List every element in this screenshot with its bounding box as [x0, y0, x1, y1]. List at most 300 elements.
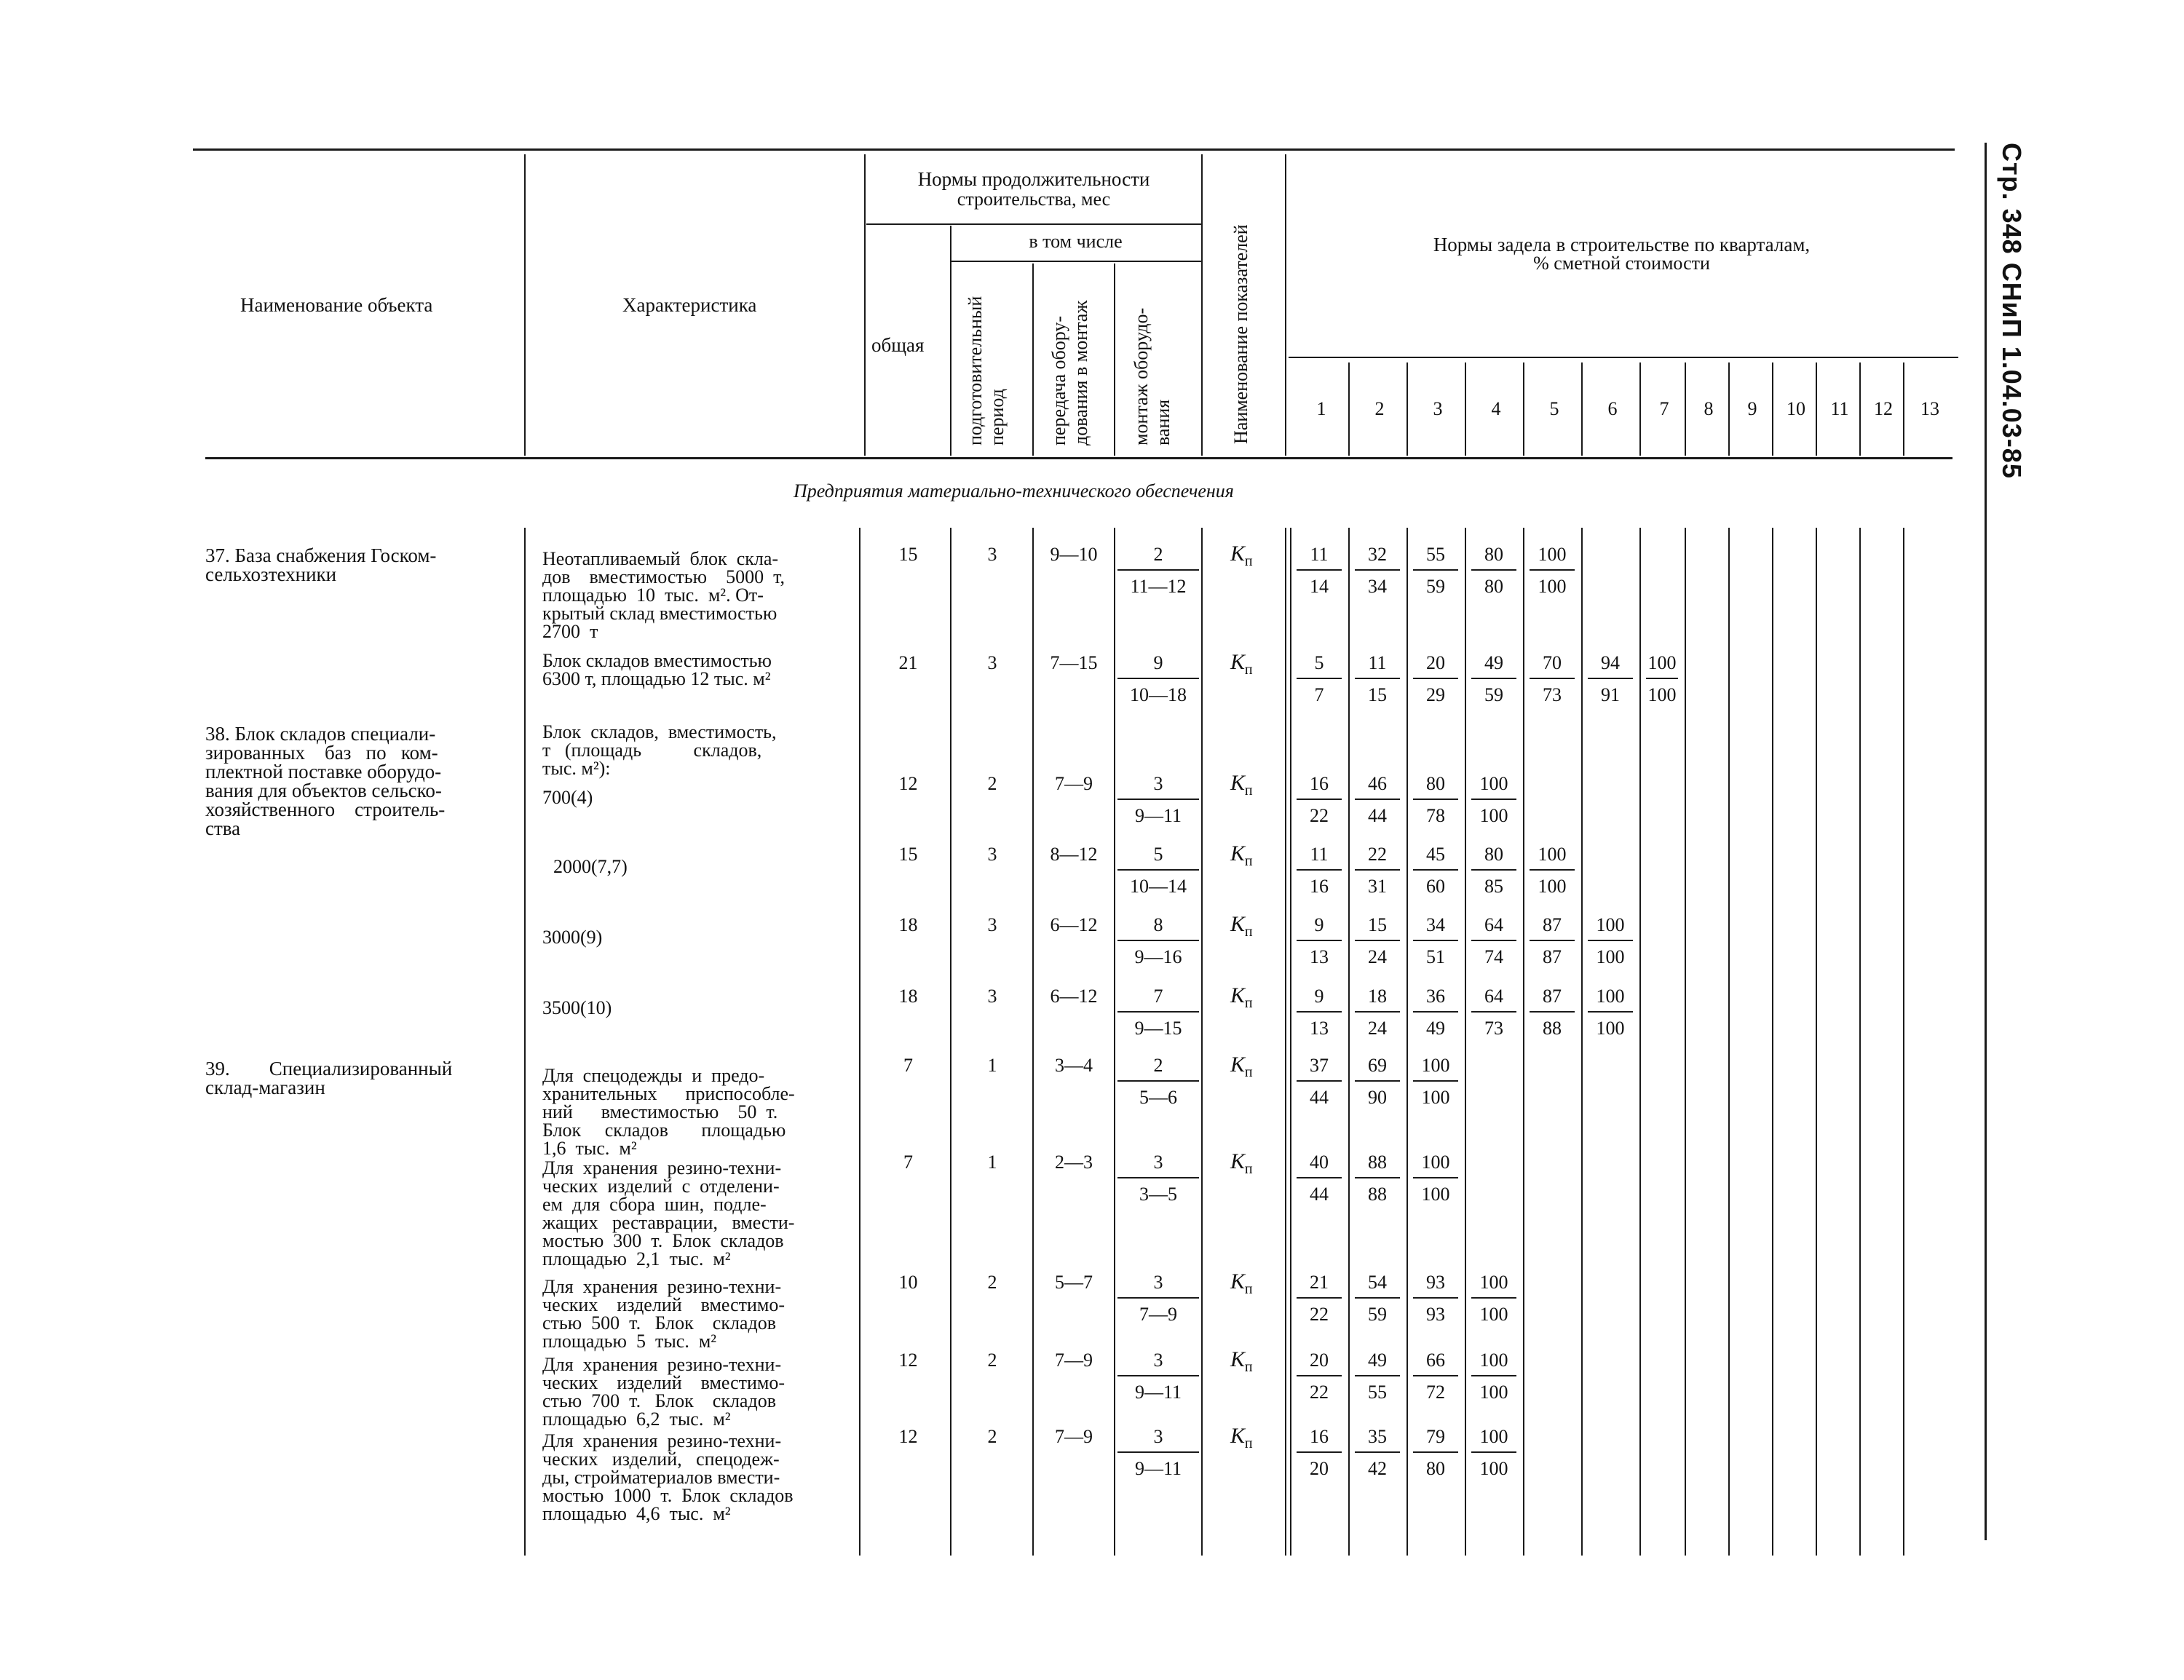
indicator-kp — [1230, 1347, 1253, 1376]
backlog-bottom-value: 34 — [1368, 576, 1387, 597]
indicator-subscript: п — [1244, 924, 1253, 940]
installation-fraction — [1117, 1427, 1199, 1479]
backlog-bottom-value: 14 — [1310, 576, 1329, 597]
duration-transfer: 2—3 — [1055, 1152, 1093, 1173]
backlog-cell-q1 — [1297, 774, 1342, 826]
duration-total: 21 — [898, 652, 918, 673]
quarters-rule — [1289, 357, 1958, 358]
quarter-header-divider — [1465, 362, 1466, 456]
row-characteristic: Для хранения резино-техни- ческих изделий с отделени- ем для сбора шин, подле- жащих реставрации, вмести- мостью 300 т. Блок складов площадью 2,1 тыс. м² — [542, 1157, 795, 1269]
backlog-cell-q2 — [1355, 1350, 1400, 1403]
backlog-cell-q6 — [1588, 653, 1633, 705]
backlog-top-value: 32 — [1355, 544, 1400, 571]
backlog-bottom-value: 87 — [1543, 946, 1562, 967]
body-col-divider — [950, 528, 951, 1556]
backlog-cell-q2 — [1355, 844, 1400, 897]
quarter-header-divider — [1728, 362, 1730, 456]
backlog-cell-q5 — [1530, 915, 1575, 967]
backlog-top-value: 11 — [1297, 844, 1342, 871]
row-characteristic: Неотапливаемый блок скла- дов вместимостью 5000 т, площадью 10 тыс. м². От- крытый склад вместимостью 2700 т — [542, 548, 785, 642]
duration-prep-period: 1 — [987, 1055, 997, 1076]
row-characteristic: Для хранения резино-техни- ческих изделий вместимо- стью 700 т. Блок складов площадью 6,2 тыс. м² — [542, 1354, 786, 1430]
indicator-kp — [1230, 650, 1253, 678]
backlog-bottom-value: 51 — [1426, 946, 1445, 967]
installation-value: 2 — [1117, 1055, 1199, 1082]
installation-period: 5—6 — [1139, 1087, 1177, 1108]
quarter-header-divider — [1348, 362, 1350, 456]
duration-subheader-rule — [866, 223, 1201, 225]
backlog-top-value: 88 — [1355, 1152, 1400, 1178]
table-top-rule — [193, 148, 1955, 151]
quarter-header-1: 1 — [1316, 398, 1326, 419]
quarter-body-divider — [1406, 528, 1408, 1556]
backlog-top-value: 70 — [1530, 653, 1575, 679]
page-right-border — [1985, 143, 1987, 1540]
backlog-top-value: 36 — [1413, 986, 1458, 1013]
installation-fraction — [1117, 1055, 1199, 1108]
backlog-top-value: 100 — [1471, 1272, 1516, 1299]
backlog-top-value: 5 — [1297, 653, 1342, 679]
duration-total: 7 — [903, 1055, 913, 1076]
duration-total: 15 — [898, 544, 918, 565]
indicator-symbol: К — [1230, 1149, 1245, 1173]
backlog-top-value: 100 — [1471, 1350, 1516, 1376]
backlog-bottom-value: 88 — [1543, 1018, 1562, 1039]
col-divider — [1032, 264, 1034, 456]
backlog-bottom-value: 44 — [1310, 1184, 1329, 1205]
installation-fraction — [1117, 774, 1199, 826]
backlog-cell-q2 — [1355, 653, 1400, 705]
backlog-bottom-value: 90 — [1368, 1087, 1387, 1108]
backlog-bottom-value: 29 — [1426, 684, 1445, 705]
col-divider — [524, 154, 526, 456]
indicator-subscript: п — [1244, 1435, 1253, 1451]
indicator-symbol: К — [1230, 1424, 1245, 1448]
installation-value: 9 — [1117, 653, 1199, 679]
quarter-header-divider — [1523, 362, 1524, 456]
quarter-body-divider — [1685, 528, 1686, 1556]
backlog-top-value: 34 — [1413, 915, 1458, 941]
installation-value: 3 — [1117, 1152, 1199, 1178]
col-divider — [1201, 154, 1203, 456]
row-characteristic: Для хранения резино-техни- ческих изделий, спецодеж- ды, стройматериалов вмести- мостью 1000 т. Блок складов площадью 4,6 тыс. м² — [542, 1430, 794, 1524]
backlog-top-value: 21 — [1297, 1272, 1342, 1299]
backlog-bottom-value: 85 — [1484, 876, 1503, 897]
backlog-cell-q1 — [1297, 544, 1342, 597]
backlog-cell-q1 — [1297, 653, 1342, 705]
backlog-top-value: 64 — [1471, 915, 1516, 941]
backlog-top-value: 20 — [1297, 1350, 1342, 1376]
quarter-body-divider — [1523, 528, 1524, 1556]
backlog-top-value: 49 — [1355, 1350, 1400, 1376]
quarter-body-divider — [1465, 528, 1466, 1556]
backlog-cell-q4 — [1471, 774, 1516, 826]
header-transfer: передача обору- дования в монтаж — [1048, 300, 1091, 445]
backlog-top-value: 80 — [1471, 544, 1516, 571]
backlog-cell-q4 — [1471, 544, 1516, 597]
backlog-bottom-value: 88 — [1368, 1184, 1387, 1205]
backlog-cell-q4 — [1471, 1272, 1516, 1325]
indicator-subscript: п — [1244, 662, 1253, 678]
installation-period: 10—14 — [1130, 876, 1187, 897]
installation-value: 7 — [1117, 986, 1199, 1013]
col-divider — [1114, 264, 1115, 456]
backlog-top-value: 46 — [1355, 774, 1400, 800]
backlog-top-value: 100 — [1530, 844, 1575, 871]
quarter-header-6: 6 — [1607, 398, 1618, 419]
indicator-kp — [1230, 1269, 1253, 1298]
indicator-subscript: п — [1244, 1359, 1253, 1375]
backlog-bottom-value: 13 — [1310, 946, 1329, 967]
body-col-divider — [1285, 528, 1286, 1556]
header-bottom-rule — [205, 457, 1952, 459]
backlog-top-value: 80 — [1413, 774, 1458, 800]
header-characteristic: Характеристика — [622, 294, 757, 316]
backlog-bottom-value: 24 — [1368, 1018, 1387, 1039]
backlog-top-value: 100 — [1530, 544, 1575, 571]
duration-total: 12 — [898, 1426, 918, 1447]
backlog-cell-q3 — [1413, 1350, 1458, 1403]
duration-transfer: 9—10 — [1050, 544, 1098, 565]
backlog-cell-q3 — [1413, 986, 1458, 1039]
backlog-cell-q6 — [1588, 986, 1633, 1039]
backlog-cell-q5 — [1530, 544, 1575, 597]
indicator-kp — [1230, 1053, 1253, 1081]
quarter-body-divider — [1903, 528, 1904, 1556]
quarter-body-divider — [1859, 528, 1861, 1556]
backlog-top-value: 16 — [1297, 1427, 1342, 1453]
row-characteristic: Для спецодежды и предо- хранительных приспособле- ний вместимостью 50 т. Блок складов площадью 1,6 тыс. м² — [542, 1065, 795, 1159]
installation-fraction — [1117, 1152, 1199, 1205]
backlog-top-value: 20 — [1413, 653, 1458, 679]
backlog-bottom-value: 100 — [1538, 576, 1567, 597]
quarter-header-2: 2 — [1374, 398, 1385, 419]
indicator-symbol: К — [1230, 1347, 1245, 1371]
indicator-symbol: К — [1230, 1269, 1245, 1293]
quarter-header-divider — [1903, 362, 1904, 456]
backlog-bottom-value: 100 — [1479, 1304, 1508, 1325]
backlog-bottom-value: 22 — [1310, 805, 1329, 826]
indicator-subscript: п — [1244, 1064, 1253, 1080]
backlog-top-value: 100 — [1588, 915, 1633, 941]
backlog-bottom-value: 78 — [1426, 805, 1445, 826]
backlog-bottom-value: 15 — [1368, 684, 1387, 705]
installation-period: 9—15 — [1134, 1018, 1182, 1039]
backlog-bottom-value: 100 — [1479, 1382, 1508, 1403]
duration-total: 15 — [898, 844, 918, 865]
backlog-bottom-value: 100 — [1596, 946, 1625, 967]
indicator-kp — [1230, 542, 1253, 570]
backlog-bottom-value: 91 — [1601, 684, 1620, 705]
quarter-body-divider — [1639, 528, 1641, 1556]
installation-period: 10—18 — [1130, 684, 1187, 705]
backlog-cell-q5 — [1530, 986, 1575, 1039]
including-rule — [950, 261, 1201, 262]
object-name-39: 39. Специализированный склад-магазин — [205, 1058, 453, 1098]
indicator-symbol: К — [1230, 1053, 1245, 1077]
backlog-cell-q3 — [1413, 544, 1458, 597]
quarter-header-divider — [1685, 362, 1686, 456]
quarter-header-3: 3 — [1433, 398, 1443, 419]
duration-total: 12 — [898, 1350, 918, 1371]
duration-prep-period: 1 — [987, 1152, 997, 1173]
backlog-top-value: 54 — [1355, 1272, 1400, 1299]
installation-period: 9—11 — [1134, 805, 1182, 826]
backlog-top-value: 94 — [1588, 653, 1633, 679]
backlog-top-value: 11 — [1297, 544, 1342, 571]
backlog-cell-q1 — [1297, 1055, 1342, 1108]
installation-fraction — [1117, 653, 1199, 705]
quarter-header-10: 10 — [1787, 398, 1805, 419]
backlog-cell-q7 — [1646, 653, 1678, 705]
duration-total: 18 — [898, 914, 918, 935]
backlog-top-value: 22 — [1355, 844, 1400, 871]
backlog-cell-q5 — [1530, 844, 1575, 897]
installation-value: 3 — [1117, 1272, 1199, 1299]
backlog-bottom-value: 100 — [1647, 684, 1677, 705]
backlog-top-value: 100 — [1646, 653, 1678, 679]
quarter-body-divider — [1348, 528, 1350, 1556]
duration-prep-period: 3 — [987, 914, 997, 935]
installation-value: 3 — [1117, 1427, 1199, 1453]
backlog-top-value: 100 — [1413, 1152, 1458, 1178]
duration-transfer: 7—15 — [1050, 652, 1098, 673]
header-backlog-norms: Нормы задела в строительстве по кварталам, — [1433, 234, 1811, 255]
backlog-bottom-value: 59 — [1368, 1304, 1387, 1325]
quarter-header-5: 5 — [1549, 398, 1559, 419]
backlog-cell-q1 — [1297, 1427, 1342, 1479]
indicator-subscript: п — [1244, 853, 1253, 869]
backlog-top-value: 69 — [1355, 1055, 1400, 1082]
page-side-title: Стр. 348 СНиП 1.04.03-85 — [1997, 143, 2027, 479]
duration-transfer: 7—9 — [1055, 1426, 1093, 1447]
quarter-header-divider — [1581, 362, 1583, 456]
backlog-top-value: 80 — [1471, 844, 1516, 871]
indicator-kp — [1230, 1149, 1253, 1178]
quarter-body-divider — [1772, 528, 1773, 1556]
backlog-bottom-value: 73 — [1543, 684, 1562, 705]
col-divider — [864, 154, 866, 456]
backlog-cell-q3 — [1413, 774, 1458, 826]
installation-fraction — [1117, 544, 1199, 597]
backlog-bottom-value: 44 — [1310, 1087, 1329, 1108]
quarter-header-4: 4 — [1491, 398, 1501, 419]
quarter-header-divider — [1816, 362, 1817, 456]
col-divider — [950, 226, 951, 456]
installation-period: 11—12 — [1130, 576, 1187, 597]
backlog-bottom-value: 42 — [1368, 1458, 1387, 1479]
installation-value: 5 — [1117, 844, 1199, 871]
quarter-body-divider — [1581, 528, 1583, 1556]
row-characteristic: Для хранения резино-техни- ческих изделий вместимо- стью 500 т. Блок складов площадью 5 тыс. м² — [542, 1276, 786, 1352]
backlog-bottom-value: 49 — [1426, 1018, 1445, 1039]
backlog-top-value: 55 — [1413, 544, 1458, 571]
header-indicator: Наименование показателей — [1230, 224, 1251, 444]
backlog-bottom-value: 13 — [1310, 1018, 1329, 1039]
backlog-top-value: 35 — [1355, 1427, 1400, 1453]
quarter-header-8: 8 — [1704, 398, 1714, 419]
backlog-cell-q1 — [1297, 915, 1342, 967]
indicator-subscript: п — [1244, 1161, 1253, 1177]
body-col-divider — [524, 528, 526, 1556]
duration-transfer: 7—9 — [1055, 1350, 1093, 1371]
duration-transfer: 8—12 — [1050, 844, 1098, 865]
backlog-top-value: 11 — [1355, 653, 1400, 679]
backlog-top-value: 16 — [1297, 774, 1342, 800]
installation-fraction — [1117, 1272, 1199, 1325]
backlog-cell-q4 — [1471, 915, 1516, 967]
header-backlog-unit: % сметной стоимости — [1533, 253, 1710, 274]
backlog-bottom-value: 31 — [1368, 876, 1387, 897]
quarter-header-divider — [1859, 362, 1861, 456]
backlog-cell-q2 — [1355, 544, 1400, 597]
backlog-top-value: 9 — [1297, 915, 1342, 941]
duration-prep-period: 3 — [987, 544, 997, 565]
backlog-cell-q3 — [1413, 915, 1458, 967]
quarter-body-divider — [1728, 528, 1730, 1556]
quarter-header-11: 11 — [1830, 398, 1849, 419]
section-title: Предприятия материально-технического обеспечения — [794, 480, 1234, 502]
backlog-cell-q2 — [1355, 915, 1400, 967]
quarter-body-divider — [1290, 528, 1291, 1556]
backlog-bottom-value: 59 — [1426, 576, 1445, 597]
quarter-header-13: 13 — [1920, 398, 1939, 419]
backlog-bottom-value: 100 — [1421, 1087, 1450, 1108]
backlog-top-value: 100 — [1471, 774, 1516, 800]
header-installation: монтаж оборудо- вания — [1131, 307, 1174, 445]
row-characteristic: Блок складов вместимостью 6300 т, площадью 12 тыс. м² — [542, 650, 772, 689]
installation-fraction — [1117, 986, 1199, 1039]
backlog-bottom-value: 100 — [1596, 1018, 1625, 1039]
backlog-top-value: 9 — [1297, 986, 1342, 1013]
indicator-kp — [1230, 983, 1253, 1012]
installation-fraction — [1117, 1350, 1199, 1403]
backlog-cell-q2 — [1355, 1055, 1400, 1108]
installation-fraction — [1117, 844, 1199, 897]
header-including: в том числе — [1029, 231, 1123, 252]
backlog-bottom-value: 100 — [1421, 1184, 1450, 1205]
duration-transfer: 6—12 — [1050, 986, 1098, 1007]
backlog-bottom-value: 20 — [1310, 1458, 1329, 1479]
installation-period: 9—11 — [1134, 1458, 1182, 1479]
backlog-cell-q1 — [1297, 1272, 1342, 1325]
backlog-bottom-value: 72 — [1426, 1382, 1445, 1403]
backlog-cell-q5 — [1530, 653, 1575, 705]
quarter-header-9: 9 — [1747, 398, 1757, 419]
backlog-bottom-value: 59 — [1484, 684, 1503, 705]
backlog-bottom-value: 73 — [1484, 1018, 1503, 1039]
col-divider — [1285, 154, 1286, 456]
duration-prep-period: 2 — [987, 1426, 997, 1447]
backlog-bottom-value: 93 — [1426, 1304, 1445, 1325]
backlog-bottom-value: 74 — [1484, 946, 1503, 967]
backlog-top-value: 93 — [1413, 1272, 1458, 1299]
backlog-cell-q3 — [1413, 1272, 1458, 1325]
backlog-top-value: 37 — [1297, 1055, 1342, 1082]
installation-period: 3—5 — [1139, 1184, 1177, 1205]
quarter-header-divider — [1406, 362, 1408, 456]
backlog-bottom-value: 80 — [1484, 576, 1503, 597]
quarter-body-divider — [1816, 528, 1817, 1556]
backlog-bottom-value: 100 — [1479, 805, 1508, 826]
backlog-cell-q2 — [1355, 1272, 1400, 1325]
installation-value: 8 — [1117, 915, 1199, 941]
backlog-top-value: 79 — [1413, 1427, 1458, 1453]
header-total: общая — [871, 334, 925, 356]
duration-transfer: 7—9 — [1055, 773, 1093, 794]
duration-prep-period: 3 — [987, 986, 997, 1007]
backlog-cell-q2 — [1355, 1427, 1400, 1479]
installation-fraction — [1117, 915, 1199, 967]
duration-transfer: 6—12 — [1050, 914, 1098, 935]
backlog-top-value: 100 — [1471, 1427, 1516, 1453]
backlog-cell-q4 — [1471, 1427, 1516, 1479]
backlog-top-value: 18 — [1355, 986, 1400, 1013]
backlog-top-value: 49 — [1471, 653, 1516, 679]
body-col-divider — [1032, 528, 1034, 1556]
duration-prep-period: 3 — [987, 652, 997, 673]
backlog-top-value: 87 — [1530, 915, 1575, 941]
row-characteristic: 700(4) — [542, 787, 593, 808]
installation-period: 7—9 — [1139, 1304, 1177, 1325]
backlog-bottom-value: 24 — [1368, 946, 1387, 967]
backlog-cell-q3 — [1413, 1427, 1458, 1479]
duration-prep-period: 2 — [987, 1350, 997, 1371]
indicator-symbol: К — [1230, 983, 1245, 1007]
backlog-bottom-value: 55 — [1368, 1382, 1387, 1403]
row-characteristic: 3500(10) — [542, 997, 612, 1018]
backlog-cell-q2 — [1355, 774, 1400, 826]
header-duration-unit: строительства, мес — [957, 189, 1111, 210]
quarter-header-divider — [1772, 362, 1773, 456]
header-duration-norms: Нормы продолжительности — [917, 168, 1150, 190]
backlog-bottom-value: 16 — [1310, 876, 1329, 897]
backlog-cell-q4 — [1471, 1350, 1516, 1403]
backlog-top-value: 45 — [1413, 844, 1458, 871]
backlog-cell-q3 — [1413, 1055, 1458, 1108]
indicator-subscript: п — [1244, 782, 1253, 799]
row-characteristic: 2000(7,7) — [553, 856, 628, 877]
backlog-top-value: 66 — [1413, 1350, 1458, 1376]
duration-transfer: 3—4 — [1055, 1055, 1093, 1076]
installation-value: 2 — [1117, 544, 1199, 571]
backlog-top-value: 100 — [1413, 1055, 1458, 1082]
backlog-bottom-value: 22 — [1310, 1304, 1329, 1325]
backlog-top-value: 100 — [1588, 986, 1633, 1013]
backlog-cell-q3 — [1413, 844, 1458, 897]
backlog-bottom-value: 100 — [1479, 1458, 1508, 1479]
row-characteristic: 3000(9) — [542, 927, 603, 948]
indicator-kp — [1230, 912, 1253, 940]
quarter-header-12: 12 — [1874, 398, 1893, 419]
backlog-bottom-value: 44 — [1368, 805, 1387, 826]
indicator-symbol: К — [1230, 841, 1245, 865]
indicator-subscript: п — [1244, 553, 1253, 569]
duration-prep-period: 3 — [987, 844, 997, 865]
backlog-cell-q3 — [1413, 1152, 1458, 1205]
backlog-cell-q4 — [1471, 844, 1516, 897]
backlog-bottom-value: 22 — [1310, 1382, 1329, 1403]
backlog-cell-q6 — [1588, 915, 1633, 967]
backlog-bottom-value: 80 — [1426, 1458, 1445, 1479]
object-name-38: 38. Блок складов специали- зированных баз по ком- плектной поставке оборудо- вания для объектов сельско- хозяйственного строитель- ства — [205, 723, 446, 839]
backlog-top-value: 40 — [1297, 1152, 1342, 1178]
backlog-cell-q2 — [1355, 986, 1400, 1039]
indicator-kp — [1230, 1424, 1253, 1452]
duration-total: 7 — [903, 1152, 913, 1173]
backlog-cell-q1 — [1297, 1350, 1342, 1403]
installation-period: 9—16 — [1134, 946, 1182, 967]
